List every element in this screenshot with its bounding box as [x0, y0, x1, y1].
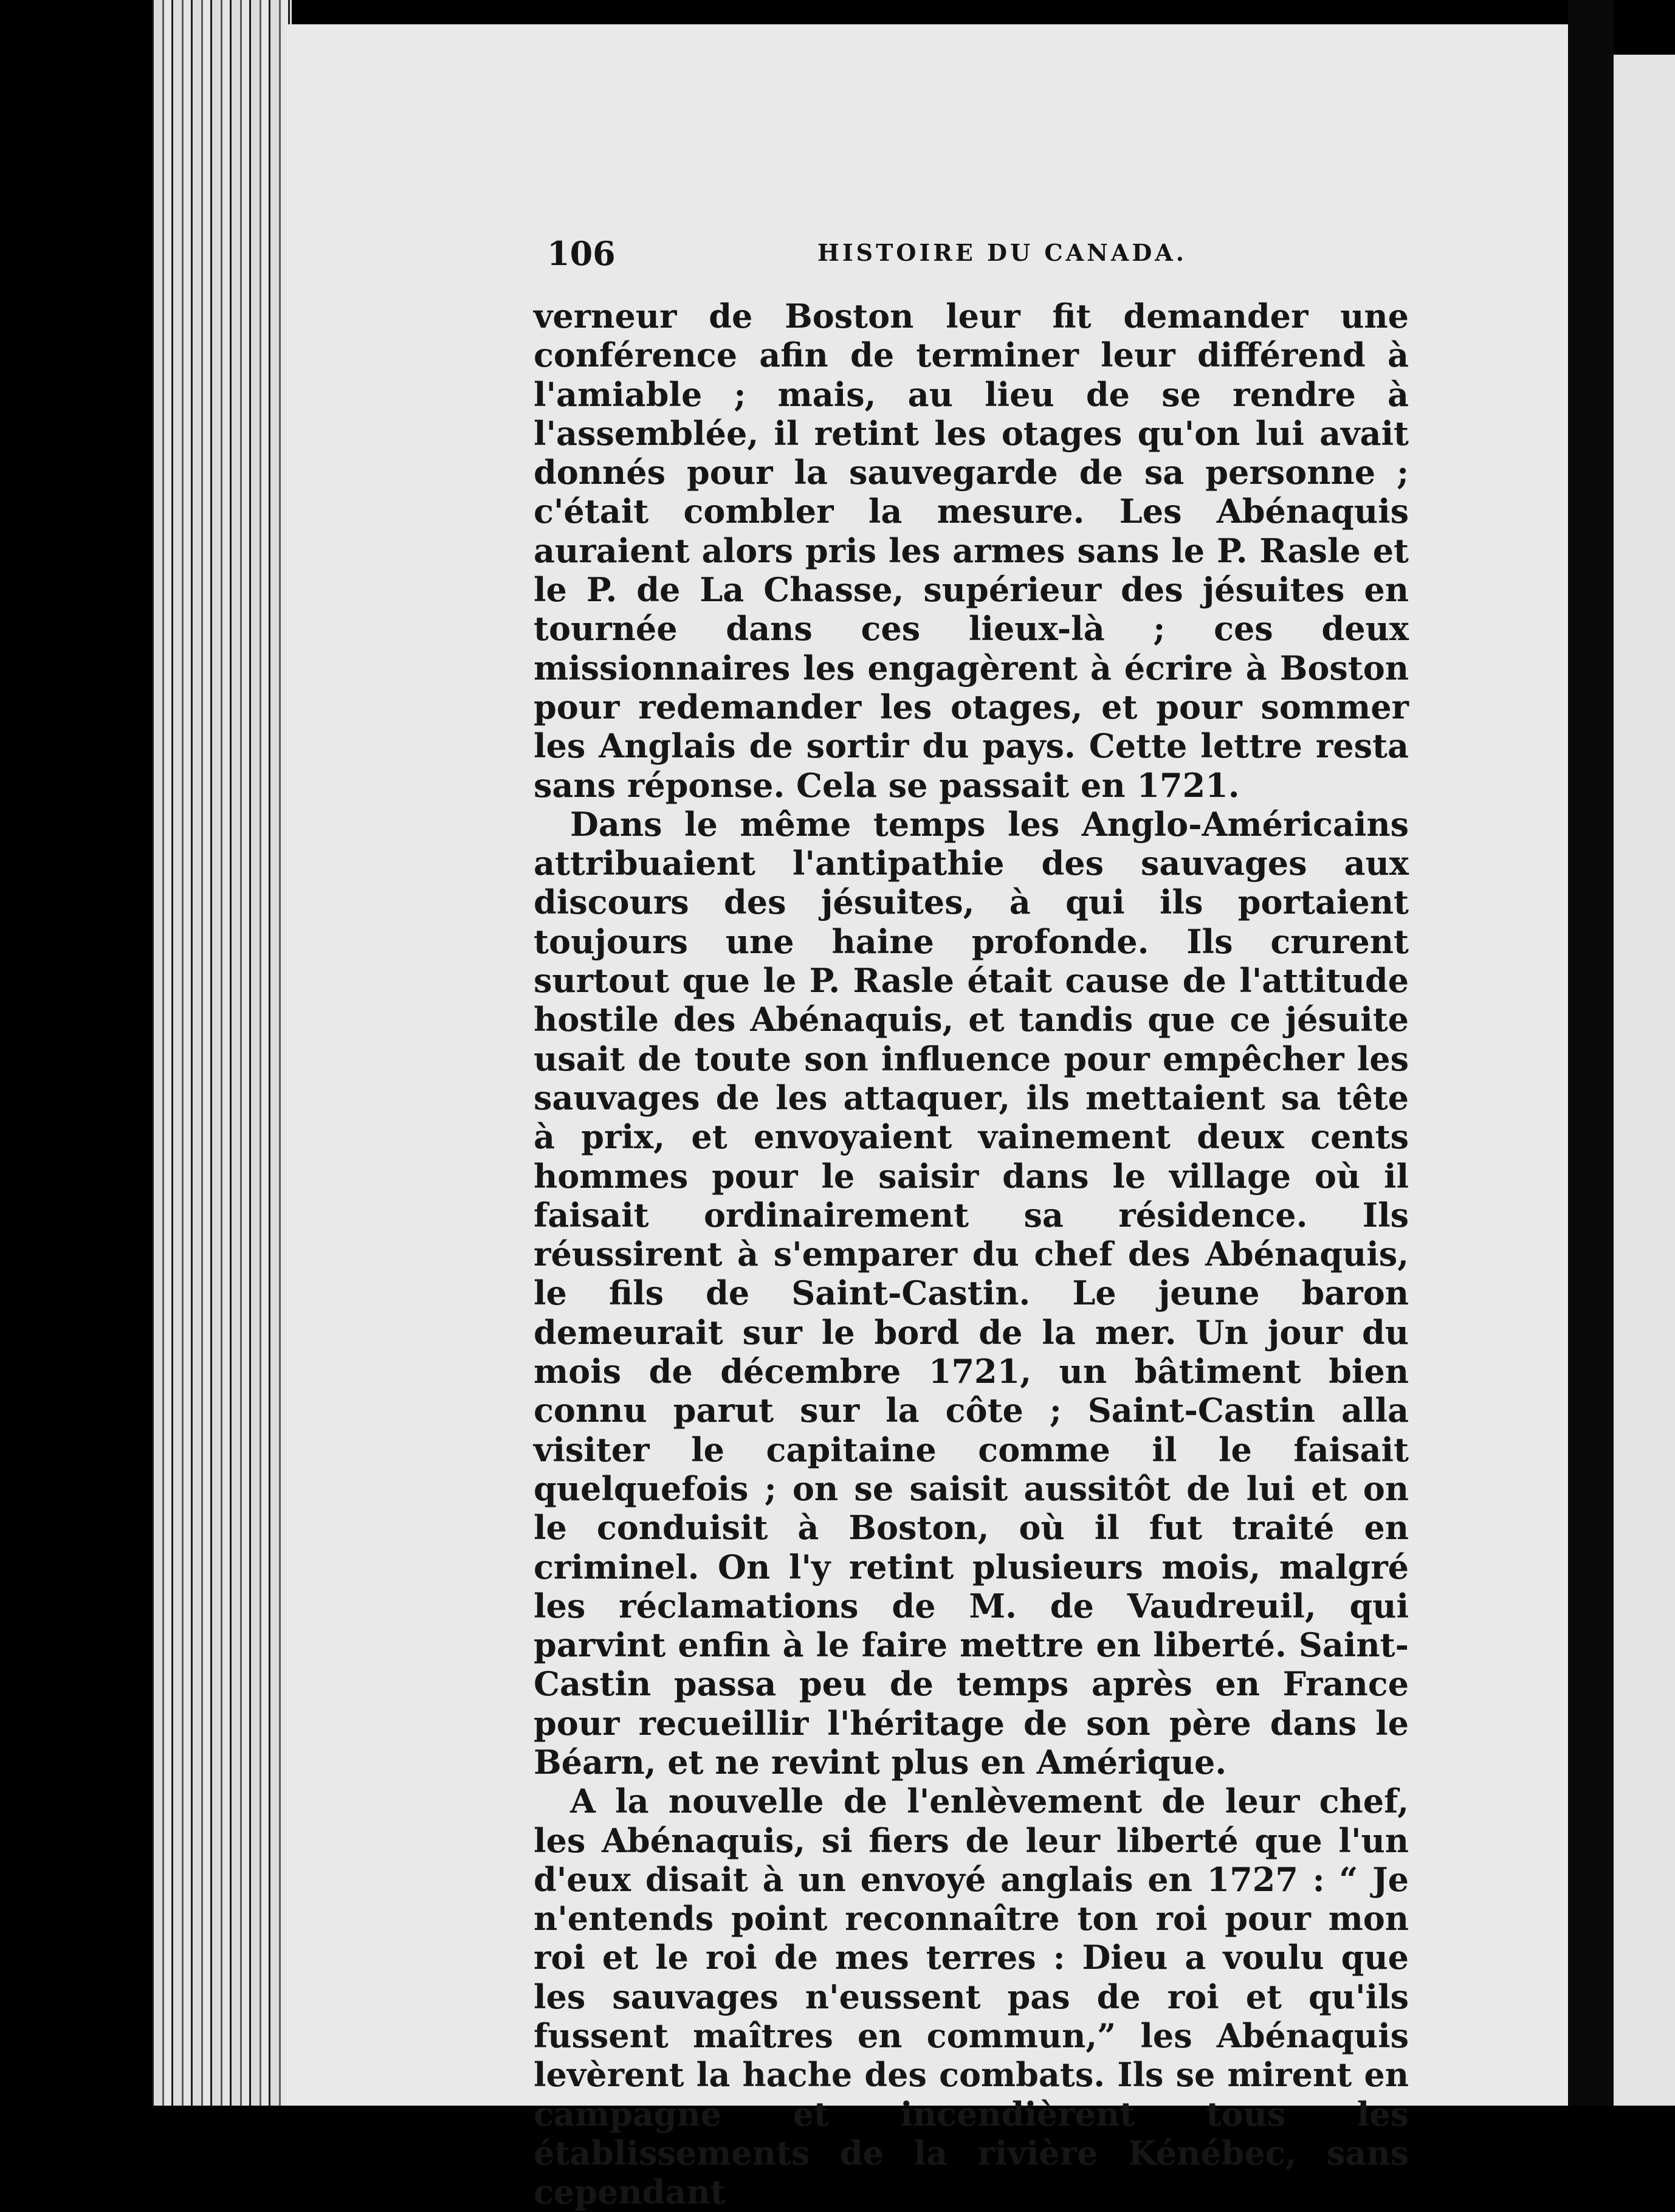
running-title: HISTOIRE DU CANADA.: [817, 239, 1187, 266]
paragraph-3: A la nouvelle de l'enlèvement de leur chef, les Abénaquis, si fiers de leur liberté que l'un d'eux disait à un envoyé anglais en 1727 : “ Je n'entends point reconnaître ton roi pour mon roi et le roi de mes terres : Dieu a voulu que les sauvages n'eussent pas de roi et qu'ils fussent maîtres en commun,” les Abénaquis levèrent la hache des combats. Ils se mirent en campagne et incendièrent tous les établissements de la rivière Kénébec, sans cependant: [534, 1782, 1409, 2212]
paragraph-2: Dans le même temps les Anglo-Américains attribuaient l'antipathie des sauvages aux discours des jésuites, à qui ils portaient toujours une haine profonde. Ils crurent surtout que le P. Rasle était cause de l'attitude hostile des Abénaquis, et tandis que ce jésuite usait de toute son influence pour empêcher les sauvages de les attaquer, ils mettaient sa tête à prix, et envoyaient vainement deux cents hommes pour le saisir dans le village où il faisait ordinairement sa résidence. Ils réussirent à s'emparer du chef des Abénaquis, le fils de Saint-Castin. Le jeune baron demeurait sur le bord de la mer. Un jour du mois de décembre 1721, un bâtiment bien connu parut sur la côte ; Saint-Castin alla visiter le capitaine comme il le faisait quelquefois ; on se saisit aussitôt de lui et on le conduisit à Boston, où il fut traité en criminel. On l'y retint plusieurs mois, malgré les réclamations de M. de Vaudreuil, qui parvint enfin à le faire mettre en liberté. Saint-Castin passa peu de temps après en France pour recueillir l'héritage de son père dans le Béarn, et ne revint plus en Amérique.: [534, 804, 1409, 1782]
body-text: [534, 297, 1409, 2212]
book-gutter: [1568, 0, 1614, 2106]
paragraph-1: verneur de Boston leur fit demander une conférence afin de terminer leur différend à l'amiable ; mais, au lieu de se rendre à l'assemblée, il retint les otages qu'on lui avait donnés pour la sauvegarde de sa personne ; c'était combler la mesure. Les Abénaquis auraient alors pris les armes sans le P. Rasle et le P. de La Chasse, supérieur des jésuites en tournée dans ces lieux-là ; ces deux missionnaires les engagèrent à écrire à Boston pour redemander les otages, et pour sommer les Anglais de sortir du pays. Cette lettre resta sans réponse. Cela se passait en 1721.: [534, 297, 1409, 805]
running-head: [547, 234, 1410, 283]
book-page-edges: [152, 0, 292, 2106]
page-number: 106: [547, 234, 616, 273]
facing-page-edge: [1614, 55, 1675, 2106]
